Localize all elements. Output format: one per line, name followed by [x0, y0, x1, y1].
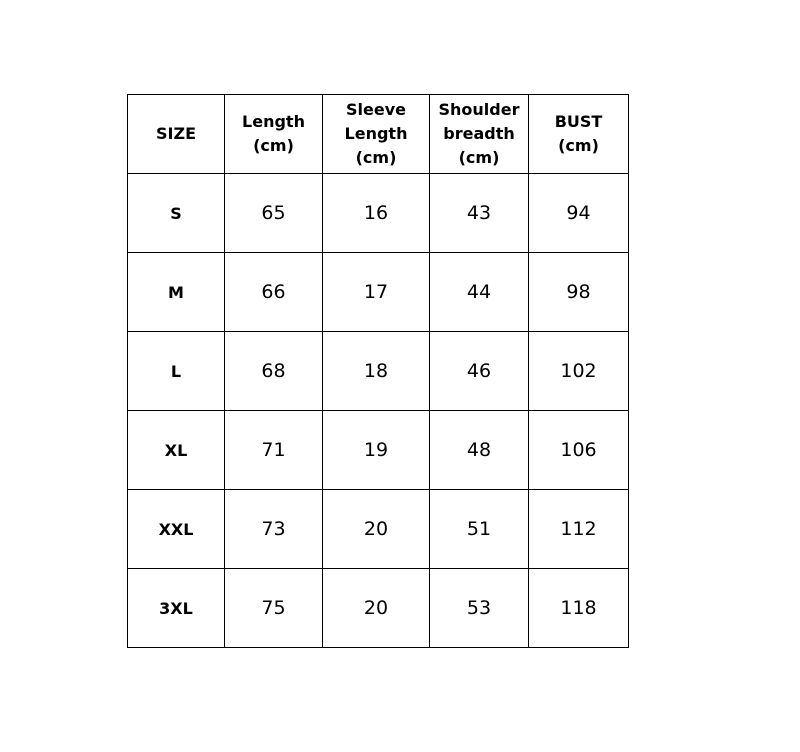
length-cell: 66 [225, 253, 323, 332]
size-cell: L [128, 332, 225, 411]
sleeve-length-cell: 16 [323, 174, 430, 253]
shoulder-breadth-cell: 53 [430, 569, 529, 648]
length-cell: 71 [225, 411, 323, 490]
shoulder-breadth-cell: 43 [430, 174, 529, 253]
shoulder-breadth-cell: 48 [430, 411, 529, 490]
header-bust: BUST (cm) [529, 95, 629, 174]
sleeve-length-cell: 18 [323, 332, 430, 411]
table-row [128, 253, 629, 332]
sleeve-length-cell: 17 [323, 253, 430, 332]
size-cell: XL [128, 411, 225, 490]
header-length: Length (cm) [225, 95, 323, 174]
shoulder-breadth-cell: 46 [430, 332, 529, 411]
sleeve-length-cell: 20 [323, 490, 430, 569]
header-size: SIZE [128, 95, 225, 174]
bust-cell: 102 [529, 332, 629, 411]
table-row [128, 490, 629, 569]
header-shoulder-breadth: Shoulder breadth (cm) [430, 95, 529, 174]
length-cell: 75 [225, 569, 323, 648]
table-header-row [128, 95, 629, 174]
sleeve-length-cell: 20 [323, 569, 430, 648]
bust-cell: 112 [529, 490, 629, 569]
size-cell: M [128, 253, 225, 332]
bust-cell: 106 [529, 411, 629, 490]
bust-cell: 94 [529, 174, 629, 253]
length-cell: 73 [225, 490, 323, 569]
length-cell: 68 [225, 332, 323, 411]
shoulder-breadth-cell: 44 [430, 253, 529, 332]
table-row [128, 174, 629, 253]
table-row [128, 411, 629, 490]
size-cell: XXL [128, 490, 225, 569]
table-row [128, 332, 629, 411]
size-chart-table [127, 94, 629, 648]
bust-cell: 98 [529, 253, 629, 332]
table-row [128, 569, 629, 648]
size-cell: S [128, 174, 225, 253]
header-sleeve-length: Sleeve Length (cm) [323, 95, 430, 174]
shoulder-breadth-cell: 51 [430, 490, 529, 569]
length-cell: 65 [225, 174, 323, 253]
sleeve-length-cell: 19 [323, 411, 430, 490]
size-cell: 3XL [128, 569, 225, 648]
bust-cell: 118 [529, 569, 629, 648]
